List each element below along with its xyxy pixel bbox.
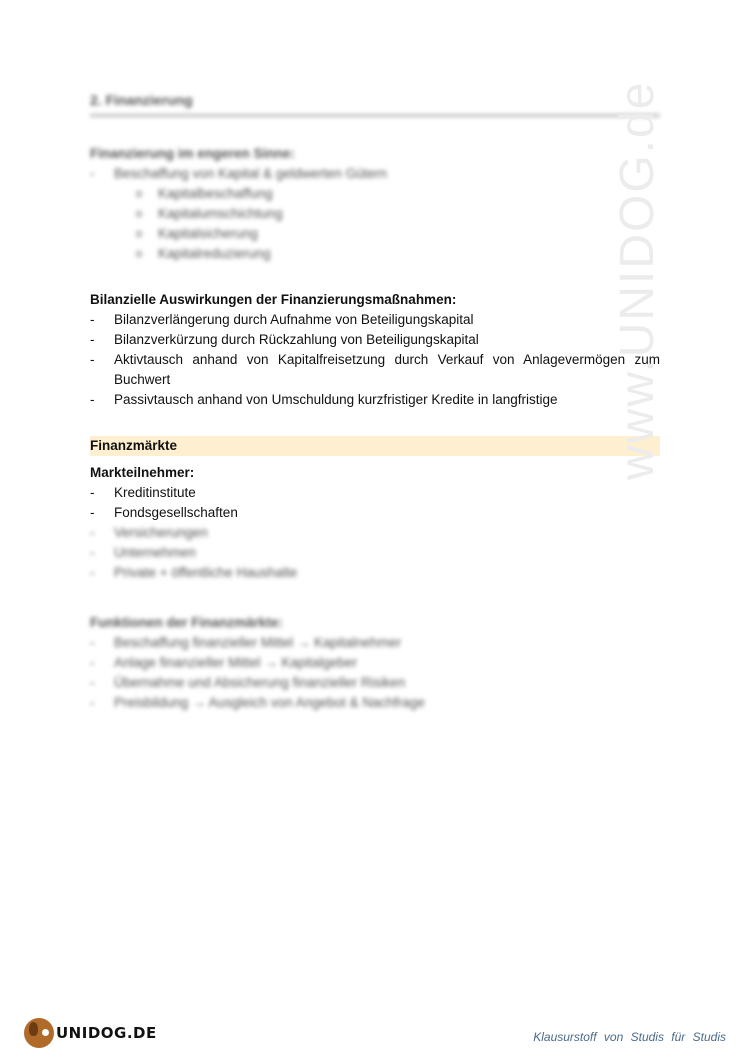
- list-item: - Versicherungen: [90, 523, 660, 543]
- logo-text: UNIDOG.DE: [56, 1024, 157, 1042]
- financing-narrow-heading: Finanzierung im engeren Sinne:: [90, 146, 295, 161]
- sub-list-item: o Kapitalumschichtung: [90, 204, 660, 224]
- footer-logo[interactable]: [24, 1018, 157, 1048]
- list-item: - Anlage finanzieller Mittel → Kapitalgeber: [90, 653, 660, 673]
- dog-icon: [24, 1018, 54, 1048]
- market-functions-block: [90, 613, 660, 713]
- footer-tagline: Klausurstoff von Studis für Studis: [533, 1030, 726, 1044]
- sub-list-item: o Kapitalbeschaffung: [90, 184, 660, 204]
- market-participants-heading: Markteilnehmer:: [90, 465, 195, 480]
- market-participants-block: [90, 463, 660, 583]
- balance-effects-block: [90, 290, 660, 410]
- watermark: www.UNIDOG.de: [611, 80, 664, 480]
- sub-list-item: o Kapitalsicherung: [90, 224, 660, 244]
- list-item: - Unternehmen: [90, 543, 660, 563]
- list-item: - Fondsgesellschaften: [90, 503, 660, 523]
- list-item: - Bilanzverkürzung durch Rückzahlung von Beteiligungskapital: [90, 330, 660, 350]
- list-item-continuation: Buchwert: [114, 372, 171, 387]
- sub-list-item: o Kapitalreduzierung: [90, 244, 660, 264]
- market-functions-heading: Funktionen der Finanzmärkte:: [90, 615, 283, 630]
- list-item: - Bilanzverlängerung durch Aufnahme von Beteiligungskapital: [90, 310, 660, 330]
- list-item: - Private + öffentliche Haushalte: [90, 563, 660, 583]
- list-item: - Beschaffung von Kapital & geldwerten Gütern: [90, 164, 660, 184]
- list-item: - Aktivtausch anhand von Kapitalfreisetzung durch Verkauf von Anlagevermögen zum: [90, 350, 660, 370]
- financing-narrow-block: [90, 144, 660, 264]
- markets-title-bar: Finanzmärkte: [90, 436, 660, 456]
- balance-effects-heading: Bilanzielle Auswirkungen der Finanzierungsmaßnahmen:: [90, 292, 457, 307]
- list-item: - Übernahme und Absicherung finanzieller Risiken: [90, 673, 660, 693]
- list-item: - Beschaffung finanzieller Mittel → Kapitalnehmer: [90, 633, 660, 653]
- list-item: - Kreditinstitute: [90, 483, 660, 503]
- list-item: - Passivtausch anhand von Umschuldung kurzfristiger Kredite in langfristige: [90, 390, 660, 410]
- section-title: 2. Finanzierung: [90, 92, 660, 117]
- list-item: - Preisbildung → Ausgleich von Angebot & Nachfrage: [90, 693, 660, 713]
